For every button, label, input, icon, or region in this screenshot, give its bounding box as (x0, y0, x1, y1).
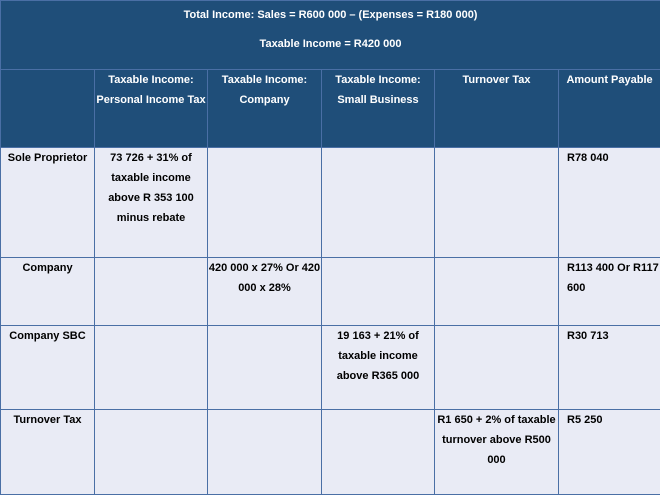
cell-company (208, 325, 322, 410)
row-label-company: Company (1, 257, 95, 325)
total-income-line: Total Income: Sales = R600 000 – (Expenses = R180 000) (183, 9, 478, 21)
column-header-personal-income-tax: Taxable Income: Personal Income Tax (95, 69, 208, 147)
cell-personal-income-tax (95, 325, 208, 410)
cell-small-business: 19 163 + 21% of taxable income above R365 000 (322, 325, 435, 410)
cell-turnover-tax (435, 148, 559, 258)
table-row (1, 325, 660, 410)
cell-turnover-tax: R1 650 + 2% of taxable turnover above R500 000 (435, 410, 559, 495)
column-header-small-business: Taxable Income: Small Business (322, 69, 435, 147)
column-header-company: Taxable Income: Company (208, 69, 322, 147)
table-row (1, 148, 660, 258)
taxable-income-line: Taxable Income = R420 000 (259, 38, 402, 50)
cell-company (208, 148, 322, 258)
cell-amount-payable-highlighted: R5 250 (559, 410, 660, 495)
row-label-company-sbc: Company SBC (1, 325, 95, 410)
cell-small-business (322, 410, 435, 495)
cell-personal-income-tax (95, 410, 208, 495)
cell-amount-payable: R78 040 (559, 148, 660, 258)
cell-turnover-tax (435, 257, 559, 325)
column-header-amount-payable: Amount Payable (559, 69, 660, 147)
row-label-sole-proprietor: Sole Proprietor (1, 148, 95, 258)
cell-small-business (322, 148, 435, 258)
table-title-row (1, 1, 660, 70)
cell-company: 420 000 x 27% Or 420 000 x 28% (208, 257, 322, 325)
column-header-turnover-tax: Turnover Tax (435, 69, 559, 147)
cell-amount-payable: R113 400 Or R117 600 (559, 257, 660, 325)
column-header-entity (1, 69, 95, 147)
cell-turnover-tax (435, 325, 559, 410)
cell-small-business (322, 257, 435, 325)
table-row (1, 410, 660, 495)
column-header-row (1, 69, 660, 147)
cell-company (208, 410, 322, 495)
table-title (1, 1, 660, 70)
cell-personal-income-tax (95, 257, 208, 325)
table-row (1, 257, 660, 325)
cell-amount-payable: R30 713 (559, 325, 660, 410)
cell-personal-income-tax: 73 726 + 31% of taxable income above R 353 100 minus rebate (95, 148, 208, 258)
row-label-turnover-tax: Turnover Tax (1, 410, 95, 495)
